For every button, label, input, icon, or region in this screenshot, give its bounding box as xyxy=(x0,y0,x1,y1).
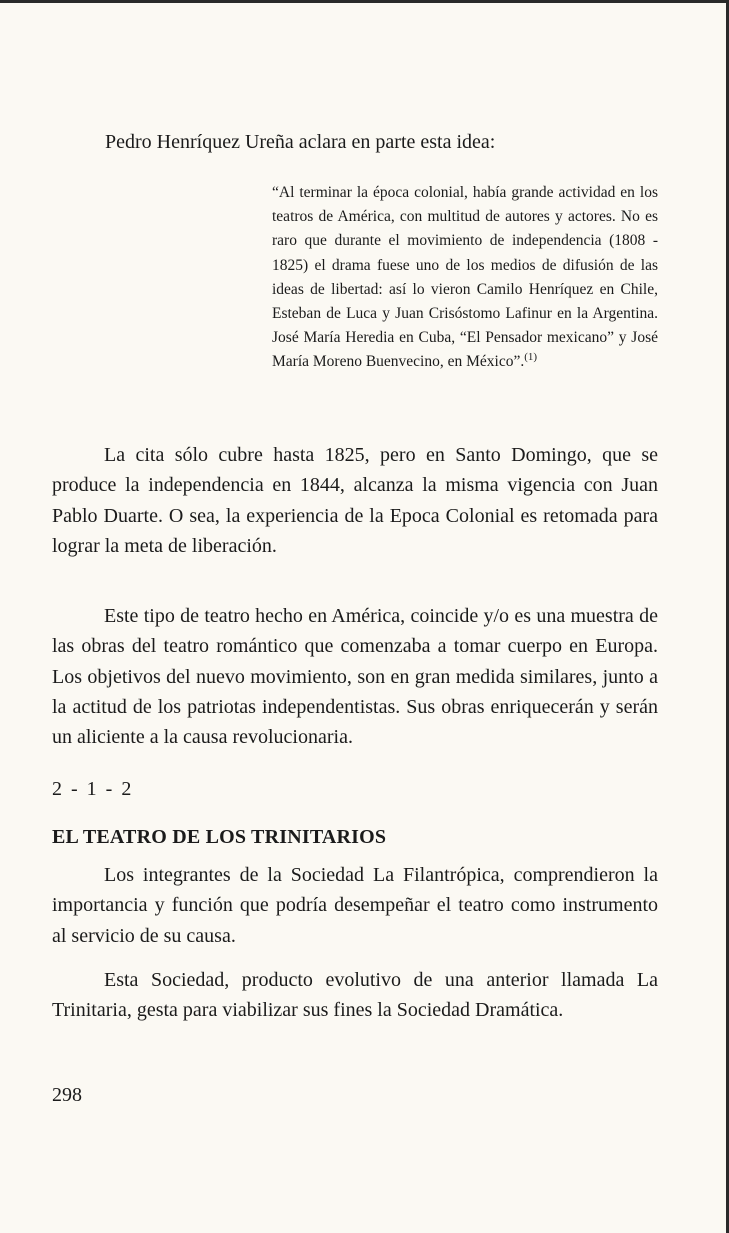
quote-text: “Al terminar la época colonial, había grande actividad en los teatros de América, con multitud de autores y actores. No es raro que durante el movimiento de independencia (1808 - 1825) el drama fuese uno de los medios de difusión de las ideas de libertad: así lo vieron Camilo Henríquez en Chile, Esteban de Luca y Juan Crisóstomo Lafinur en la Argentina. José María Heredia en Cuba, “El Pensador mexicano” y José María Moreno Buenvecino, en México”. xyxy=(272,184,658,371)
intro-line: Pedro Henríquez Ureña aclara en parte esta idea: xyxy=(105,131,496,153)
page-number: 298 xyxy=(52,1084,82,1106)
section-number: 2 - 1 - 2 xyxy=(52,778,134,800)
paragraph-sociedad-dramatica: Esta Sociedad, producto evolutivo de una anterior llamada La Trinitaria, gesta para viabilizar sus fines la Sociedad Dramática. xyxy=(52,969,658,1022)
footnote-reference: (1) xyxy=(524,351,538,364)
section-heading: EL TEATRO DE LOS TRINITARIOS xyxy=(52,826,387,848)
paragraph-cita: La cita sólo cubre hasta 1825, pero en Santo Domingo, que se produce la independencia en 1844, alcanza la misma vigencia con Juan Pablo Duarte. O sea, la experiencia de la Epoca Colonial es retomada para lograr la meta de liberación. xyxy=(52,444,658,557)
paragraph-teatro-americano: Este tipo de teatro hecho en América, coincide y/o es una muestra de las obras del teatro romántico que comenzaba a tomar cuerpo en Europa. Los objetivos del nuevo movimiento, son en gran medida similares, junto a la actitud de los patriotas independentistas. Sus obras enriquecerán y serán un aliciente a la causa revolucionaria. xyxy=(52,605,658,749)
paragraph-filantropica: Los integrantes de la Sociedad La Filantrópica, comprendieron la importancia y función que podría desempeñar el teatro como instrumento al servicio de su causa. xyxy=(52,864,658,947)
block-quote xyxy=(272,181,658,375)
top-edge-rule xyxy=(0,0,726,3)
